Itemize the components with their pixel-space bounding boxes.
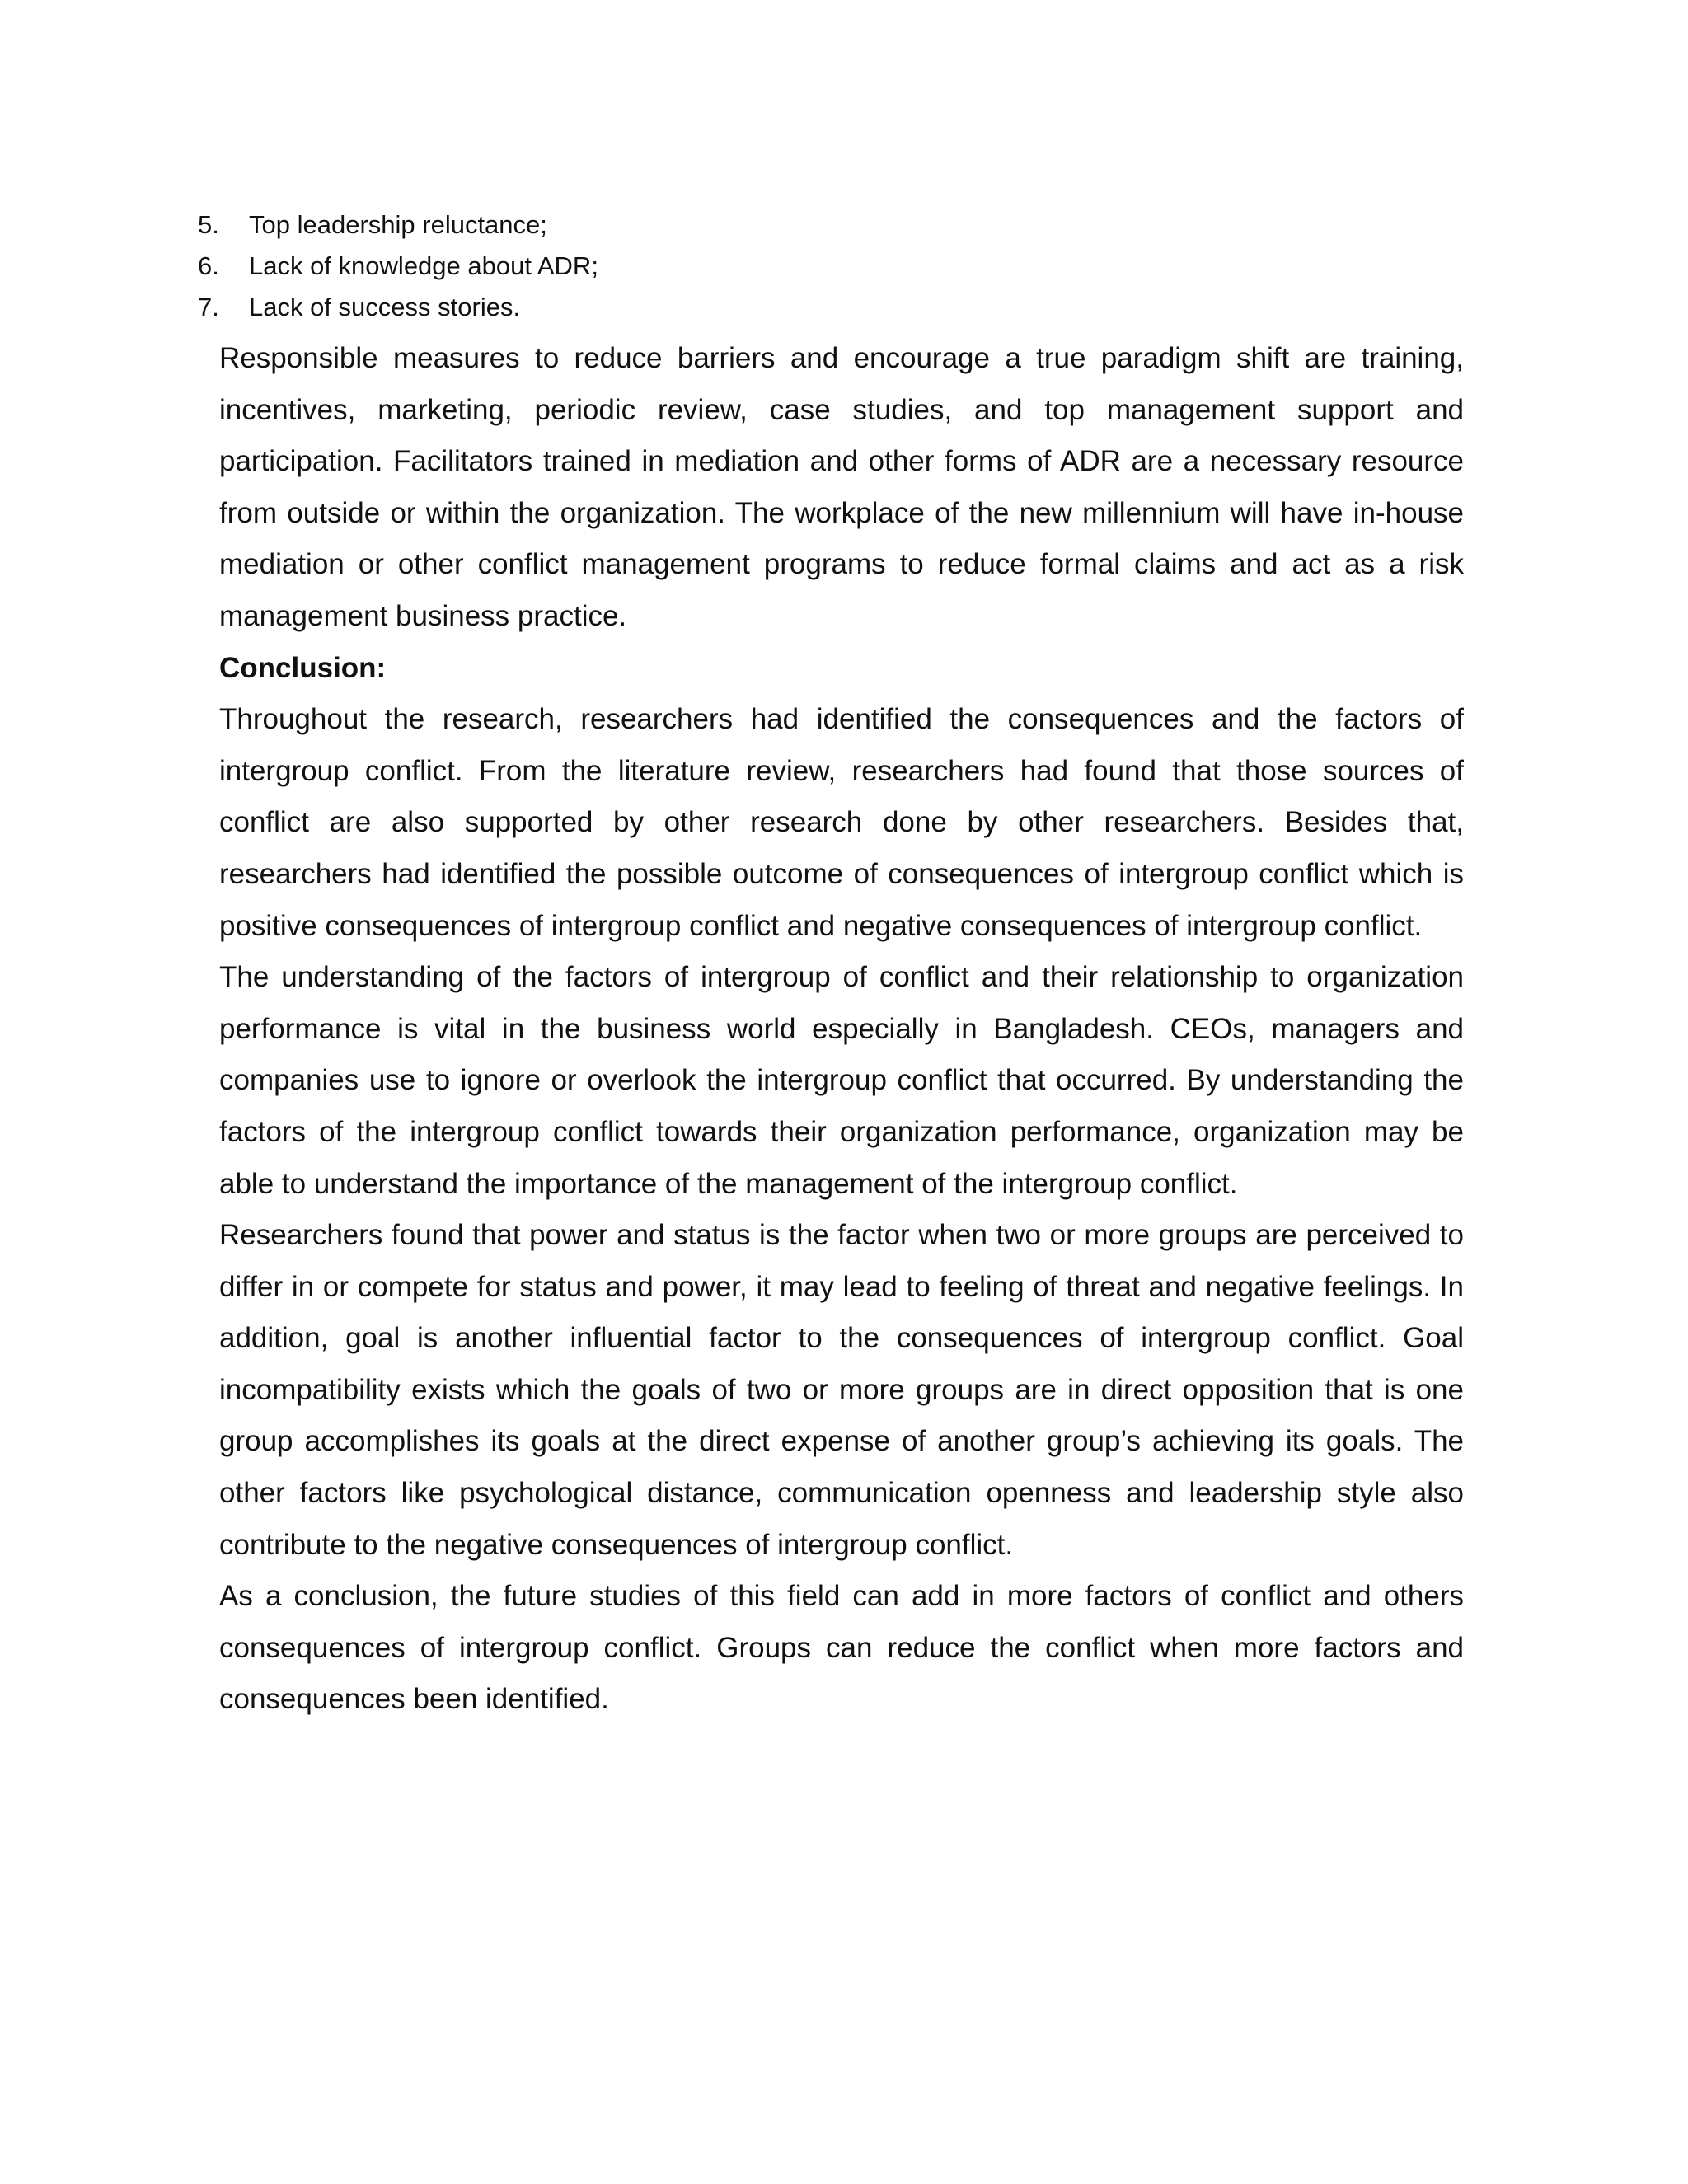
body-text xyxy=(219,333,1464,1726)
conclusion-heading: Conclusion: xyxy=(219,651,387,684)
list-item-number: 5. xyxy=(198,210,219,239)
list-item xyxy=(198,287,1484,328)
barriers-list xyxy=(198,204,1484,328)
list-item xyxy=(198,246,1484,287)
list-item-text: Top leadership reluctance; xyxy=(249,210,547,239)
conclusion-paragraph-2: The understanding of the factors of intergroup of conflict and their relationship to organization performance is vital in the business world especially in Bangladesh. CEOs, managers and companies use to ignore or overlook the intergroup conflict that occurred. By understanding the factors of the intergroup conflict towards their organization performance, organization may be able to understand the importance of the management of the intergroup conflict. xyxy=(219,961,1464,1200)
list-item-number: 7. xyxy=(198,293,219,321)
list-item-text: Lack of knowledge about ADR; xyxy=(249,251,598,280)
list-item-text: Lack of success stories. xyxy=(249,293,521,321)
conclusion-paragraph-1: Throughout the research, researchers had identified the consequences and the factors of intergroup conflict. From the literature review, researchers had found that those sources of conflict are also supported by other research done by other researchers. Besides that, researchers had identified the possible outcome of consequences of intergroup conflict which is positive consequences of intergroup conflict and negative consequences of intergroup conflict. xyxy=(219,703,1464,942)
conclusion-paragraph-3: Researchers found that power and status is the factor when two or more groups are perceived to differ in or compete for status and power, it may lead to feeling of threat and negative feelings. In addition, goal is another influential factor to the consequences of intergroup conflict. Goal incompatibility exists which the goals of two or more groups are in direct opposition that is one group accomplishes its goals at the direct expense of another group’s achieving its goals. The other factors like psychological distance, communication openness and leadership style also contribute to the negative consequences of intergroup conflict. xyxy=(219,1219,1464,1561)
conclusion-paragraph-4: As a conclusion, the future studies of this field can add in more factors of conflict and others consequences of intergroup conflict. Groups can reduce the conflict when more factors and consequences been identified. xyxy=(219,1580,1464,1716)
list-item xyxy=(198,204,1484,246)
measures-paragraph: Responsible measures to reduce barriers and encourage a true paradigm shift are training, incentives, marketing, periodic review, case studies, and top management support and participation. Facilitators trained in mediation and other forms of ADR are a necessary resource from outside or within the organization. The workplace of the new millennium will have in-house mediation or other conflict management programs to reduce formal claims and act as a risk management business practice. xyxy=(219,342,1464,632)
list-item-number: 6. xyxy=(198,251,219,280)
